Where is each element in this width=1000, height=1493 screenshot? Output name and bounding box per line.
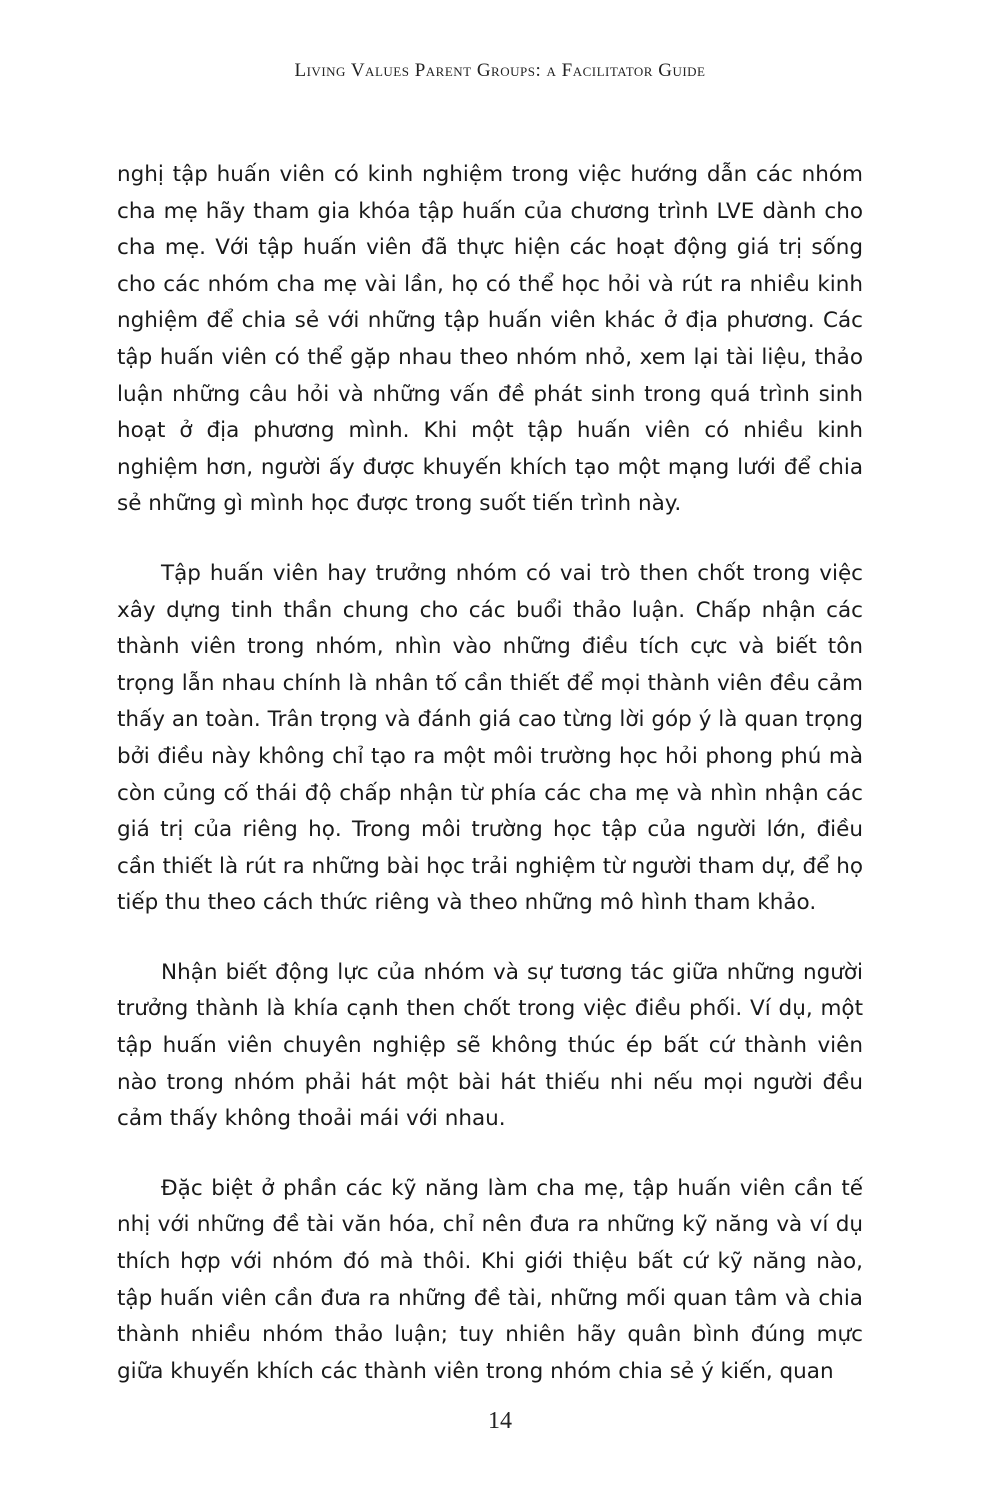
- paragraph-continuation: nghị tập huấn viên có kinh nghiệm trong việc hướng dẫn các nhóm cha mẹ hãy tham gia khóa tập huấn của chương trình LVE dành cho cha mẹ. Với tập huấn viên đã thực hiện các hoạt động giá trị sống cho các nhóm cha mẹ vài lần, họ có thể học hỏi và rút ra nhiều kinh nghiệm để chia sẻ với những tập huấn viên khác ở địa phương. Các tập huấn viên có thể gặp nhau theo nhóm nhỏ, xem lại tài liệu, thảo luận những câu hỏi và những vấn đề phát sinh trong quá trình sinh hoạt ở địa phương mình. Khi một tập huấn viên có nhiều kinh nghiệm hơn, người ấy được khuyến khích tạo một mạng lưới để chia sẻ những gì mình học được trong suốt tiến trình này.: [117, 162, 863, 517]
- body-text: [117, 157, 863, 1423]
- paragraph-group-dynamics: Nhận biết động lực của nhóm và sự tương tác giữa những người trưởng thành là khía cạnh then chốt trong việc điều phối. Ví dụ, một tập huấn viên chuyên nghiệp sẽ không thúc ép bất cứ thành viên nào trong nhóm phải hát một bài hát thiếu nhi nếu mọi người đều cảm thấy không thoải mái với nhau.: [117, 959, 863, 1132]
- running-header: Living Values Parent Groups: a Facilitator Guide: [294, 60, 706, 81]
- page-number: 14: [488, 1408, 512, 1434]
- paragraph-facilitator-role: Tập huấn viên hay trưởng nhóm có vai trò then chốt trong việc xây dựng tinh thần chung cho các buổi thảo luận. Chấp nhận các thành viên trong nhóm, nhìn vào những điều tích cực và biết tôn trọng lẫn nhau chính là nhân tố cần thiết để mọi thành viên đều cảm thấy an toàn. Trân trọng và đánh giá cao từng lời góp ý là quan trọng bởi điều này không chỉ tạo ra một môi trường học hỏi phong phú mà còn củng cố thái độ chấp nhận từ phía các cha mẹ và nhìn nhận các giá trị của riêng họ. Trong môi trường học tập của người lớn, điều cần thiết là rút ra những bài học trải nghiệm từ người tham dự, để họ tiếp thu theo cách thức riêng và theo những mô hình tham khảo.: [117, 560, 863, 916]
- paragraph-parenting-skills: Đặc biệt ở phần các kỹ năng làm cha mẹ, tập huấn viên cần tế nhị với những đề tài văn hóa, chỉ nên đưa ra những kỹ năng và ví dụ thích hợp với nhóm đó mà thôi. Khi giới thiệu bất cứ kỹ năng nào, tập huấn viên cần đưa ra những đề tài, những mối quan tâm và chia thành nhiều nhóm thảo luận; tuy nhiên hãy quân bình đúng mực giữa khuyến khích các thành viên trong nhóm chia sẻ ý kiến, quan: [117, 1175, 863, 1384]
